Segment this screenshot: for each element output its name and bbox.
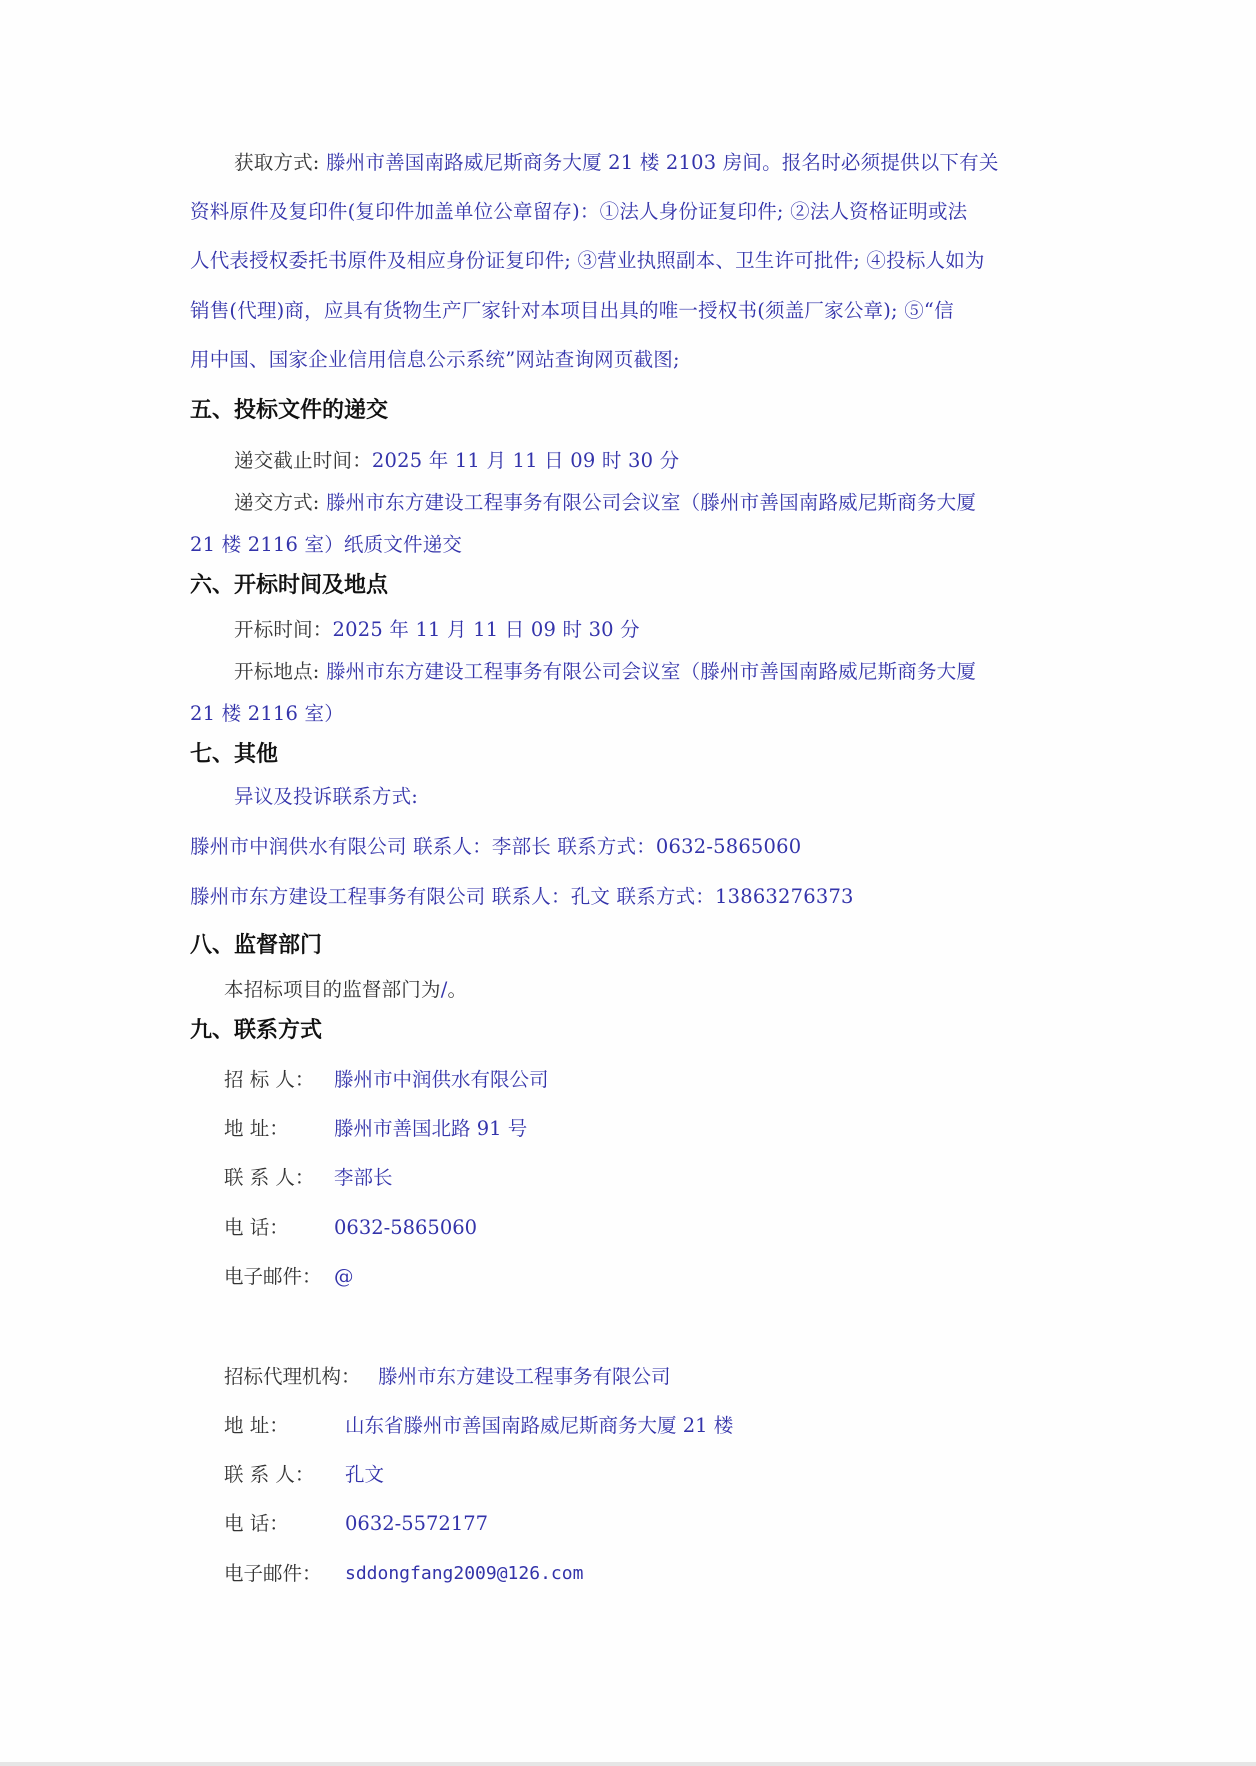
opening-time <box>234 617 640 643</box>
agency-contact-value: 孔文 <box>345 1463 385 1486</box>
opening-time-label: 开标时间： <box>234 618 333 641</box>
obtain-method-label: 获取方式: <box>234 151 320 174</box>
agency-email-value[interactable]: sddongfang2009@126.com <box>345 1563 584 1584</box>
section-7-heading: 七、其他 <box>190 742 279 767</box>
opening-place <box>234 659 976 685</box>
obtain-method-line-5: 用中国、国家企业信用信息公示系统”网站查询网页截图; <box>190 348 680 371</box>
section-8-heading: 八、监督部门 <box>190 933 323 958</box>
submission-method <box>234 490 976 516</box>
agency-address-value: 山东省滕州市善国南路威尼斯商务大厦 21 楼 <box>345 1414 734 1437</box>
tenderer-contact-label: 联 系 人： <box>224 1166 315 1189</box>
agency-phone-label: 电 话： <box>224 1512 289 1535</box>
submission-deadline-label: 递交截止时间： <box>234 449 372 472</box>
submission-deadline-value: 2025 年 11 月 11 日 09 时 30 分 <box>371 449 680 472</box>
supervision-dept-value: / <box>440 978 448 1001</box>
tenderer-contact-value: 李部长 <box>334 1166 393 1189</box>
opening-place-value: 滕州市东方建设工程事务有限公司会议室（滕州市善国南路威尼斯商务大厦 <box>325 660 977 683</box>
submission-method-value: 滕州市东方建设工程事务有限公司会议室（滕州市善国南路威尼斯商务大厦 <box>325 491 977 514</box>
agency-name-label: 招标代理机构： <box>224 1365 361 1388</box>
section-5-heading: 五、投标文件的递交 <box>190 398 389 423</box>
objection-contact-label: 异议及投诉联系方式: <box>234 785 419 808</box>
supervision-text-prefix: 本招标项目的监督部门为 <box>224 978 441 1001</box>
supervision-text <box>224 977 467 1003</box>
tenderer-email-value[interactable]: @ <box>334 1265 354 1288</box>
opening-time-value: 2025 年 11 月 11 日 09 时 30 分 <box>332 618 640 641</box>
tenderer-name-label: 招 标 人： <box>224 1068 315 1091</box>
tenderer-phone-value: 0632-5865060 <box>334 1216 478 1239</box>
agency-email-label: 电子邮件： <box>224 1562 322 1585</box>
agency-contact-label: 联 系 人： <box>224 1463 315 1486</box>
objection-contact-2: 滕州市东方建设工程事务有限公司 联系人：孔文 联系方式：13863276373 <box>190 885 854 908</box>
obtain-method-value: 滕州市善国南路威尼斯商务大厦 21 楼 2103 房间。报名时必须提供以下有关 <box>325 151 999 174</box>
agency-name-value: 滕州市东方建设工程事务有限公司 <box>378 1365 671 1388</box>
supervision-text-suffix: 。 <box>447 978 468 1001</box>
opening-place-label: 开标地点: <box>234 660 320 683</box>
tenderer-email-label: 电子邮件： <box>224 1265 322 1288</box>
tenderer-phone-label: 电 话： <box>224 1216 289 1239</box>
tenderer-name-value: 滕州市中润供水有限公司 <box>334 1068 549 1091</box>
opening-place-line-2: 21 楼 2116 室） <box>190 702 344 725</box>
obtain-method-line-4: 销售(代理)商，应具有货物生产厂家针对本项目出具的唯一授权书(须盖厂家公章); ⑤“信 <box>190 299 954 322</box>
section-9-heading: 九、联系方式 <box>190 1018 323 1043</box>
obtain-method-line-1 <box>234 150 999 176</box>
obtain-method-line-3: 人代表授权委托书原件及相应身份证复印件; ③营业执照副本、卫生许可批件; ④投标人如为 <box>190 249 985 272</box>
section-6-heading: 六、开标时间及地点 <box>190 573 389 598</box>
tenderer-address-value: 滕州市善国北路 91 号 <box>334 1117 528 1140</box>
objection-contact-1: 滕州市中润供水有限公司 联系人：李部长 联系方式：0632-5865060 <box>190 835 802 858</box>
submission-deadline <box>234 448 679 474</box>
page-bottom-edge <box>0 1762 1256 1766</box>
agency-address-label: 地 址： <box>224 1414 289 1437</box>
submission-method-line-2: 21 楼 2116 室）纸质文件递交 <box>190 533 463 556</box>
agency-phone-value: 0632-5572177 <box>345 1512 489 1535</box>
tenderer-address-label: 地 址： <box>224 1117 289 1140</box>
obtain-method-line-2: 资料原件及复印件(复印件加盖单位公章留存)：①法人身份证复印件; ②法人资格证明或法 <box>190 200 968 223</box>
submission-method-label: 递交方式: <box>234 491 320 514</box>
